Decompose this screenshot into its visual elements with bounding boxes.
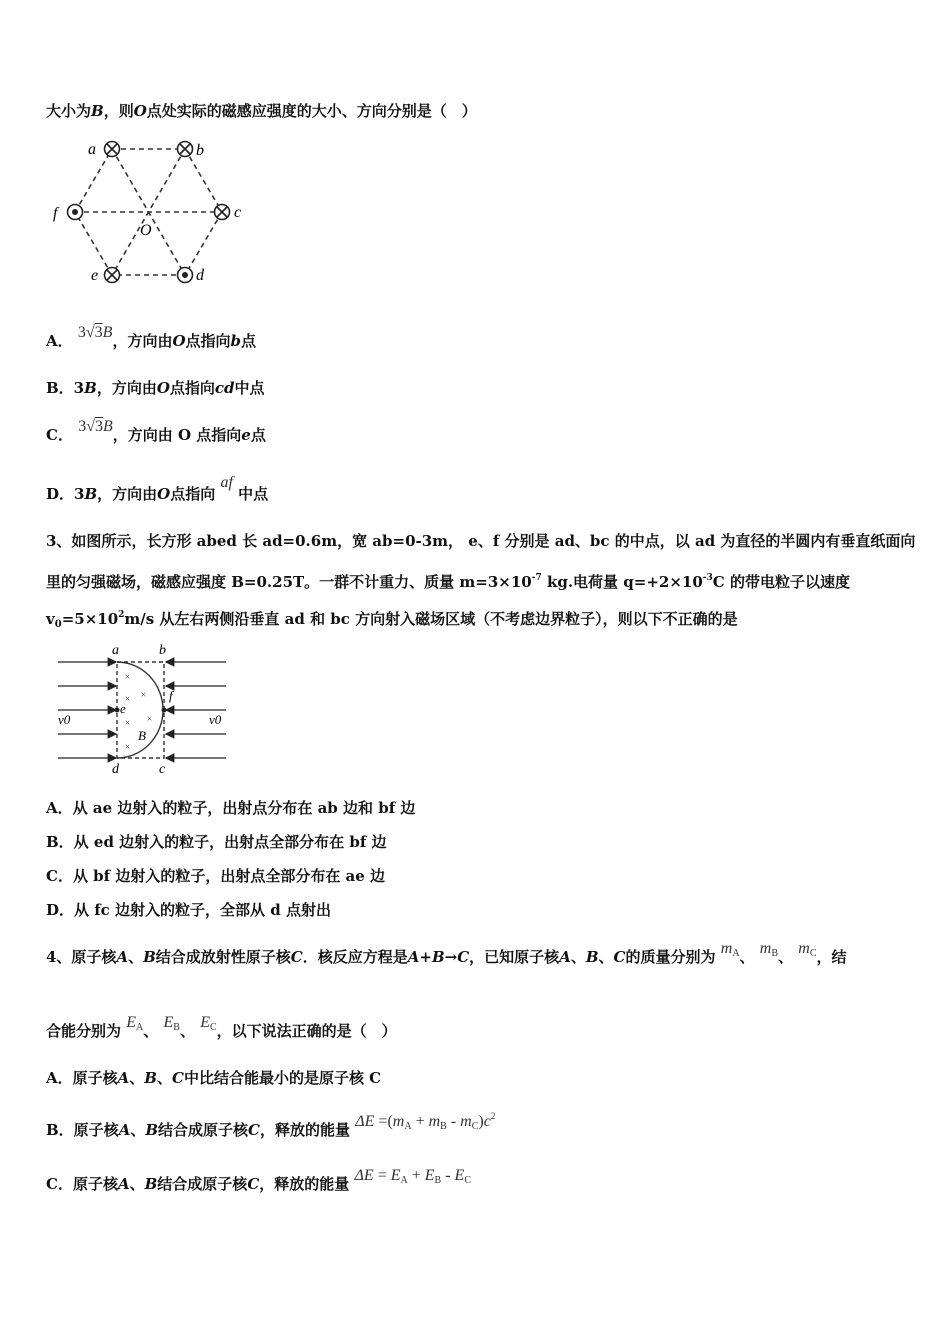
- var: O: [156, 379, 170, 397]
- text: C．原子核: [46, 1175, 118, 1193]
- q4-stem-line-2: [46, 1014, 397, 1047]
- cross-mark: ×: [140, 690, 147, 701]
- wire-e-into-page: [105, 268, 120, 283]
- label-f: f: [53, 205, 58, 222]
- q3-stem-line-3: [46, 605, 738, 635]
- text: 中比结合能最小的是原子核 C: [183, 1069, 382, 1087]
- var: E: [126, 1014, 137, 1031]
- q3-stem-line-1: 3、如图所示，长方形 abed 长 ad=0.6m，宽 ab=0-3m， e、f 分别是 ad、bc 的中点，以 ad 为直径的半圆内有垂直纸面向: [46, 532, 916, 550]
- label-a: a: [88, 141, 96, 158]
- label-c: c: [159, 762, 166, 777]
- var: C: [248, 1121, 260, 1139]
- sup: 2: [118, 610, 125, 620]
- q3-option-a[interactable]: A．从 ae 边射入的粒子，出射点分布在 ab 边和 bf 边: [46, 799, 416, 817]
- label-v0-left: v0: [58, 712, 71, 727]
- q2-option-d-letter: D．3: [46, 485, 85, 503]
- sup: -3: [702, 573, 713, 583]
- sub: 0: [54, 619, 62, 630]
- q2-option-b[interactable]: [46, 378, 265, 398]
- var: B: [144, 1175, 158, 1193]
- var: B: [145, 1121, 159, 1139]
- left-incident-arrows: [58, 662, 116, 758]
- reaction-equation: A+B→C: [407, 948, 470, 966]
- q4-option-a[interactable]: [46, 1068, 381, 1088]
- label-o: O: [140, 222, 152, 239]
- sub: C: [210, 1022, 217, 1033]
- text: ，释放的能量: [259, 1175, 350, 1193]
- text: 点: [250, 426, 266, 444]
- text: ，已知原子核: [469, 948, 560, 966]
- q2-stem-var-o: O: [133, 102, 147, 120]
- sub: C: [809, 948, 817, 959]
- var: m: [392, 1113, 405, 1130]
- text: m/s 从左右两侧沿垂直 ad 和 bc 方向射入磁场区域（不考虑边界粒子），则以下不正确的是: [124, 610, 738, 628]
- wire-b-into-page: [178, 142, 193, 157]
- energy-EA: [126, 1014, 143, 1031]
- text: ，方向由: [96, 379, 157, 397]
- label-d: d: [112, 762, 119, 777]
- var: m: [720, 940, 733, 957]
- text: 中点: [234, 379, 265, 397]
- text: 的质量分别为: [625, 948, 716, 966]
- label-e: e: [120, 701, 126, 716]
- sub: B: [434, 1175, 442, 1186]
- q4-option-b-formula: [355, 1113, 495, 1130]
- q4-stem-line-1: [46, 940, 847, 973]
- text: v: [46, 610, 55, 628]
- var: E: [163, 1014, 174, 1031]
- var: B: [102, 324, 113, 341]
- var: A: [117, 1175, 130, 1193]
- q4-option-c[interactable]: [46, 1167, 471, 1200]
- var: E: [200, 1014, 210, 1031]
- energy-EB: [164, 1014, 180, 1031]
- sqrt-icon: √: [85, 324, 95, 341]
- var: B: [84, 485, 98, 503]
- wire-f-out-of-page: [68, 205, 83, 220]
- label-v0-right: v0: [209, 712, 222, 727]
- text: ，释放的能量: [260, 1121, 351, 1139]
- wire-c-into-page: [215, 205, 230, 220]
- cross-mark: ×: [124, 742, 131, 753]
- text: ，方向由: [112, 332, 173, 350]
- label-c: c: [234, 204, 242, 221]
- var: B: [144, 1069, 157, 1087]
- var: A: [116, 948, 129, 966]
- point-f: [162, 708, 167, 713]
- energy-EC: [200, 1014, 216, 1031]
- delta-e: ΔE: [355, 1113, 375, 1130]
- text: 结合成原子核: [158, 1121, 249, 1139]
- var: A: [117, 1069, 130, 1087]
- op: =(: [374, 1113, 393, 1130]
- text: 点: [241, 332, 257, 350]
- q4-option-b[interactable]: [46, 1111, 496, 1146]
- label-B: B: [138, 728, 146, 743]
- sub: B: [173, 1022, 180, 1033]
- var: m: [759, 940, 772, 957]
- op: +: [407, 1167, 425, 1184]
- cross-mark: ×: [124, 694, 131, 705]
- q2-option-d-formula: af: [220, 474, 233, 491]
- text: =5×10: [61, 610, 119, 628]
- coef: 3: [77, 324, 86, 341]
- op: =: [373, 1167, 391, 1184]
- label-e: e: [91, 267, 99, 284]
- q2-option-a-formula: [78, 324, 113, 341]
- radicand: 3: [94, 418, 103, 435]
- sup: 2: [490, 1111, 496, 1121]
- cross-mark: ×: [124, 718, 131, 729]
- text: 、: [778, 948, 794, 966]
- var: C: [290, 948, 303, 966]
- text: 结合成原子核: [157, 1175, 248, 1193]
- var: O: [157, 485, 171, 503]
- var: C: [613, 948, 626, 966]
- q3-stem-line-2: [46, 568, 850, 592]
- q2-option-a-letter: A．: [46, 332, 73, 350]
- q4-option-c-formula: [355, 1167, 471, 1184]
- mass-mA: [721, 940, 740, 957]
- var: E: [424, 1167, 435, 1184]
- q2-option-c-formula: [78, 418, 113, 435]
- text: 合能分别为: [46, 1022, 122, 1040]
- text: 、: [129, 1175, 145, 1193]
- label-d: d: [196, 267, 204, 284]
- var: A: [118, 1121, 131, 1139]
- var: B: [585, 948, 599, 966]
- label-b: b: [196, 142, 204, 159]
- sup: -7: [531, 573, 542, 583]
- q3-option-b[interactable]: B．从 ed 边射入的粒子，出射点全部分布在 bf 边: [46, 833, 387, 851]
- wire-a-into-page: [105, 142, 120, 157]
- sub: C: [471, 1121, 479, 1132]
- var: E: [454, 1167, 465, 1184]
- text: 、: [598, 948, 614, 966]
- var: m: [428, 1113, 441, 1130]
- var: e: [241, 426, 251, 444]
- radicand: 3: [94, 324, 103, 341]
- var: b: [230, 332, 242, 350]
- text: C 的带电粒子以速度: [712, 573, 850, 591]
- sub: B: [771, 948, 779, 959]
- q3-option-d[interactable]: D．从 fc 边射入的粒子，全部从 d 点射出: [46, 901, 331, 919]
- text: ．核反应方程是: [302, 948, 408, 966]
- sub: A: [400, 1175, 408, 1186]
- q2-option-c-letter: C．: [46, 426, 73, 444]
- sub: A: [136, 1022, 144, 1033]
- q2-stem-var-b: B: [91, 102, 104, 120]
- text: 、: [130, 1121, 146, 1139]
- cross-mark: ×: [124, 672, 131, 683]
- var: m: [798, 940, 810, 957]
- text: 点指向: [170, 485, 216, 503]
- sub: A: [732, 948, 740, 959]
- var: O: [172, 332, 186, 350]
- delta-e: ΔE: [354, 1167, 374, 1184]
- op: +: [411, 1113, 429, 1130]
- right-incident-arrows: [166, 662, 226, 758]
- sub: C: [464, 1175, 471, 1186]
- text: ，结: [816, 948, 847, 966]
- q2-stem-text: 大小为: [46, 102, 92, 120]
- text: 点指向: [185, 332, 231, 350]
- text: 、: [570, 948, 586, 966]
- var: E: [390, 1167, 401, 1184]
- var: C: [172, 1069, 184, 1087]
- text: 、: [179, 1022, 195, 1040]
- text: 中点: [238, 485, 269, 503]
- text: B．原子核: [46, 1121, 119, 1139]
- text: kg.电荷量 q=+2×10: [541, 573, 703, 591]
- text: 、: [739, 948, 755, 966]
- q2-option-c[interactable]: [46, 418, 266, 446]
- op: ): [478, 1113, 484, 1130]
- var: cd: [214, 379, 235, 397]
- q2-option-a[interactable]: [46, 324, 257, 352]
- point-e: [115, 708, 120, 713]
- text: ，方向由: [97, 485, 158, 503]
- label-a: a: [112, 643, 119, 658]
- q3-option-c[interactable]: C．从 bf 边射入的粒子，出射点全部分布在 ae 边: [46, 867, 386, 885]
- label-b: b: [159, 643, 166, 658]
- text: ，以下说法正确的是（ ）: [216, 1022, 397, 1040]
- var: A: [559, 948, 571, 966]
- sub: A: [404, 1121, 412, 1132]
- var: m: [460, 1113, 472, 1130]
- op: -: [446, 1113, 461, 1130]
- text: 4、原子核: [46, 948, 117, 966]
- var: B: [84, 379, 97, 397]
- text: 里的匀强磁场，磁感应强度 B=0.25T。一群不计重力、质量 m=3×10: [46, 573, 532, 591]
- text: 、: [156, 1069, 172, 1087]
- label-f: f: [169, 688, 173, 703]
- q2-stem-text-3: 点处实际的磁感应强度的大小、方向分别是（ ）: [146, 102, 477, 120]
- q2-option-d[interactable]: [46, 474, 269, 505]
- q2-option-b-letter: B．3: [46, 379, 85, 397]
- var: C: [247, 1175, 260, 1193]
- mass-mB: [760, 940, 778, 957]
- var: c: [483, 1113, 491, 1130]
- q2-stem-text-2: ，则: [103, 102, 134, 120]
- text: 、: [143, 1022, 159, 1040]
- cross-mark: ×: [146, 714, 153, 725]
- text: 、: [128, 948, 144, 966]
- q2-hexagon-figure: [48, 134, 253, 286]
- sub: B: [440, 1121, 447, 1132]
- wire-d-out-of-page: [178, 268, 193, 283]
- text: 结合成放射性原子核: [155, 948, 291, 966]
- op: -: [441, 1167, 455, 1184]
- sqrt-icon: √: [86, 418, 95, 435]
- var: B: [102, 418, 113, 435]
- q3-magnetic-field-figure: [54, 640, 232, 780]
- text: 、: [129, 1069, 145, 1087]
- text: ，方向由 O 点指向: [112, 426, 242, 444]
- var: B: [143, 948, 156, 966]
- text: A．原子核: [46, 1069, 118, 1087]
- coef: 3: [78, 418, 87, 435]
- q2-stem: [46, 101, 477, 121]
- text: 点指向: [169, 379, 215, 397]
- mass-mC: [798, 940, 816, 957]
